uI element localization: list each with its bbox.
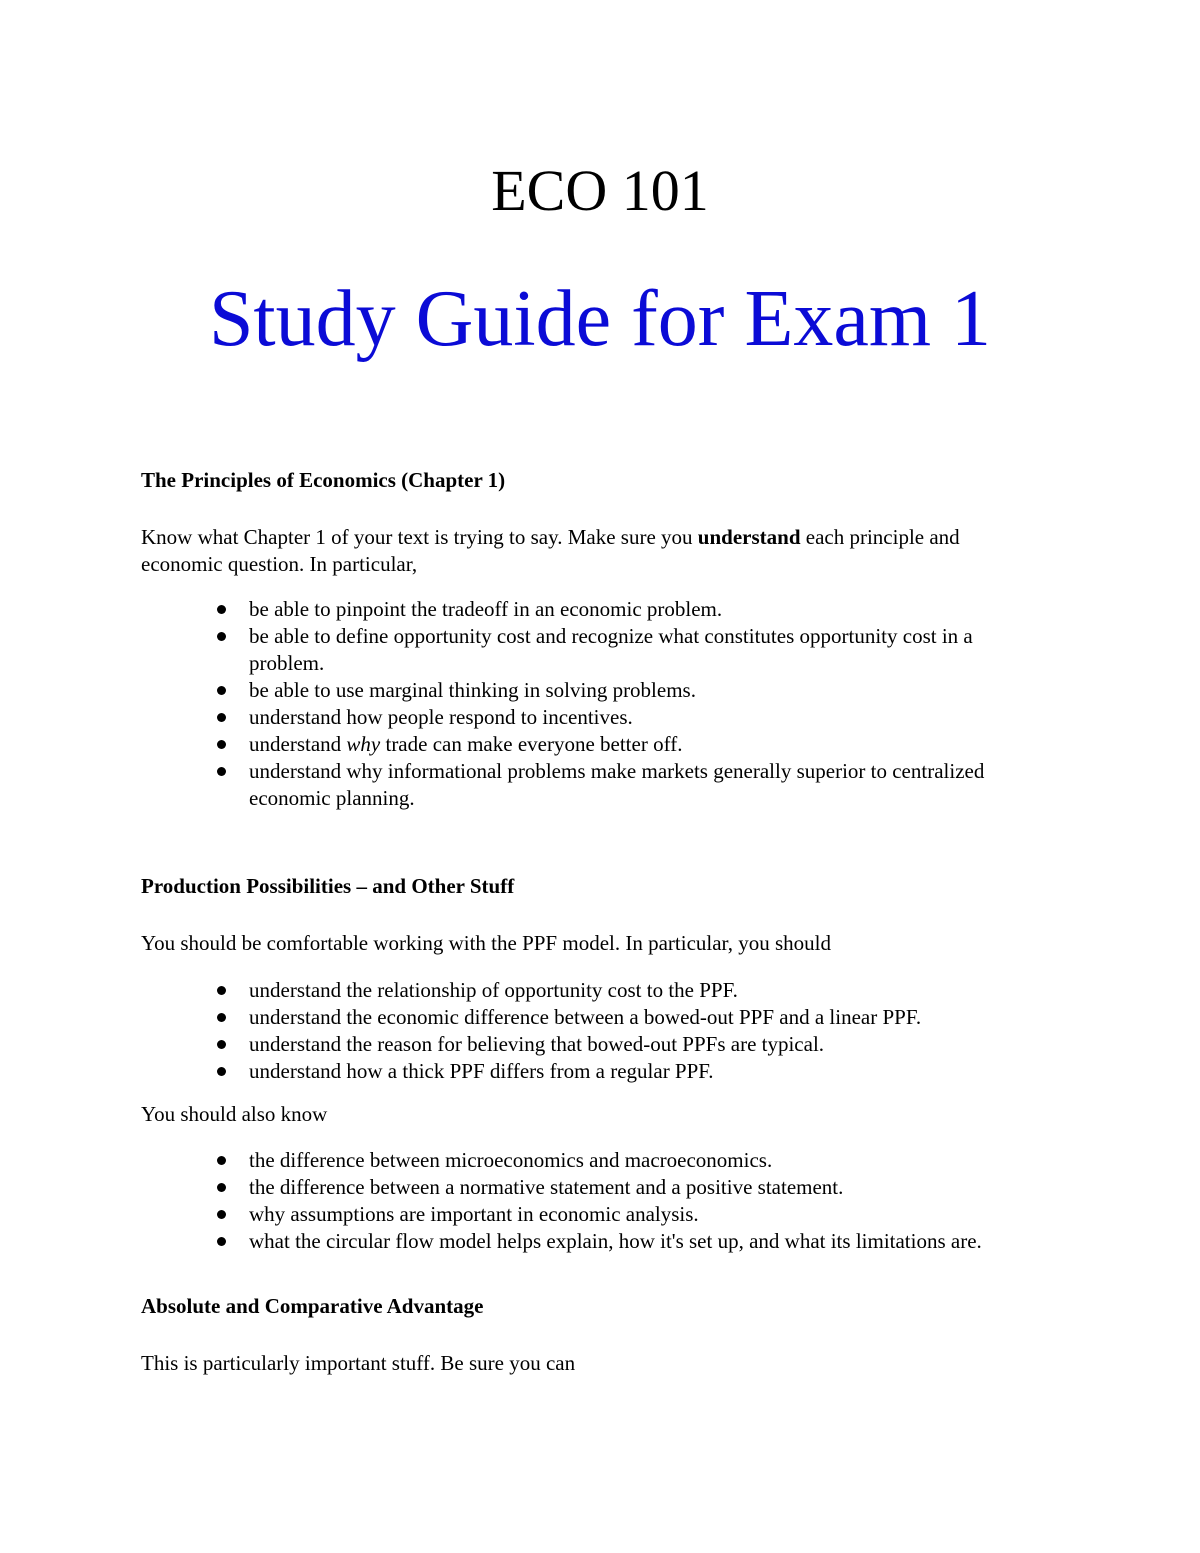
- also-know-bullet-list: [141, 1147, 1051, 1255]
- list-item: [141, 758, 1051, 812]
- principles-bullet-list: [141, 596, 1051, 812]
- bullet-icon: [217, 1067, 226, 1076]
- list-item-text: understand how a thick PPF differs from a regular PPF.: [249, 1059, 714, 1083]
- bullet-icon: [217, 1210, 226, 1219]
- list-item-text: understand the relationship of opportunity cost to the PPF.: [249, 978, 738, 1002]
- bullet-icon: [217, 767, 226, 776]
- list-item-text: understand the economic difference between a bowed-out PPF and a linear PPF.: [249, 1005, 922, 1029]
- list-item-text: the difference between microeconomics and macroeconomics.: [249, 1148, 773, 1172]
- list-item: [141, 677, 1051, 704]
- list-item-text: understand how people respond to incentives.: [249, 705, 633, 729]
- list-item-text-before: understand: [249, 732, 347, 756]
- bullet-icon: [217, 713, 226, 722]
- list-item-italic-word: why: [346, 732, 381, 756]
- section-intro-principles: [141, 524, 1041, 578]
- list-item: [141, 704, 1051, 731]
- bullet-icon: [217, 1156, 226, 1165]
- list-item: [141, 1058, 1051, 1085]
- bullet-icon: [217, 1040, 226, 1049]
- list-item: [141, 731, 1051, 758]
- bullet-icon: [217, 740, 226, 749]
- bullet-icon: [217, 1013, 226, 1022]
- list-item: [141, 1147, 1051, 1174]
- intro-text-after: each principle and economic question. In particular,: [141, 525, 960, 576]
- bullet-icon: [217, 1237, 226, 1246]
- list-item: [141, 1201, 1051, 1228]
- list-item-text: why assumptions are important in economic analysis.: [249, 1202, 699, 1226]
- production-bullet-list: [141, 977, 1051, 1085]
- list-item: [141, 1004, 1051, 1031]
- list-item: [141, 596, 1051, 623]
- section-heading-principles: The Principles of Economics (Chapter 1): [141, 468, 506, 492]
- list-item-text: the difference between a normative statement and a positive statement.: [249, 1175, 844, 1199]
- section-intro-production: You should be comfortable working with the PPF model. In particular, you should: [141, 931, 831, 955]
- list-item: [141, 977, 1051, 1004]
- intro-bold-word: understand: [697, 525, 801, 549]
- list-item-text: understand the reason for believing that bowed-out PPFs are typical.: [249, 1032, 825, 1056]
- also-know-intro: You should also know: [141, 1102, 328, 1126]
- bullet-icon: [217, 632, 226, 641]
- bullet-icon: [217, 686, 226, 695]
- section-heading-advantage: Absolute and Comparative Advantage: [141, 1294, 484, 1318]
- bullet-icon: [217, 986, 226, 995]
- list-item-text: what the circular flow model helps explain, how it's set up, and what its limitations are.: [249, 1229, 982, 1253]
- list-item-text: be able to pinpoint the tradeoff in an economic problem.: [249, 597, 723, 621]
- list-item-text-after: trade can make everyone better off.: [380, 732, 683, 756]
- list-item: [141, 1228, 1051, 1255]
- section-heading-production: Production Possibilities – and Other Stuff: [141, 874, 515, 898]
- list-item: [141, 1031, 1051, 1058]
- section-intro-advantage: This is particularly important stuff. Be sure you can: [141, 1351, 576, 1375]
- list-item: [141, 1174, 1051, 1201]
- intro-text-before: Know what Chapter 1 of your text is trying to say. Make sure you: [141, 525, 698, 549]
- study-guide-title: Study Guide for Exam 1: [208, 275, 992, 363]
- list-item-text: be able to define opportunity cost and recognize what constitutes opportunity cost in a problem.: [249, 624, 973, 675]
- course-title: ECO 101: [491, 158, 709, 223]
- bullet-icon: [217, 605, 226, 614]
- list-item-text: understand why informational problems make markets generally superior to centralized economic planning.: [249, 759, 985, 810]
- list-item-text: be able to use marginal thinking in solving problems.: [249, 678, 696, 702]
- bullet-icon: [217, 1183, 226, 1192]
- list-item: [141, 623, 1051, 677]
